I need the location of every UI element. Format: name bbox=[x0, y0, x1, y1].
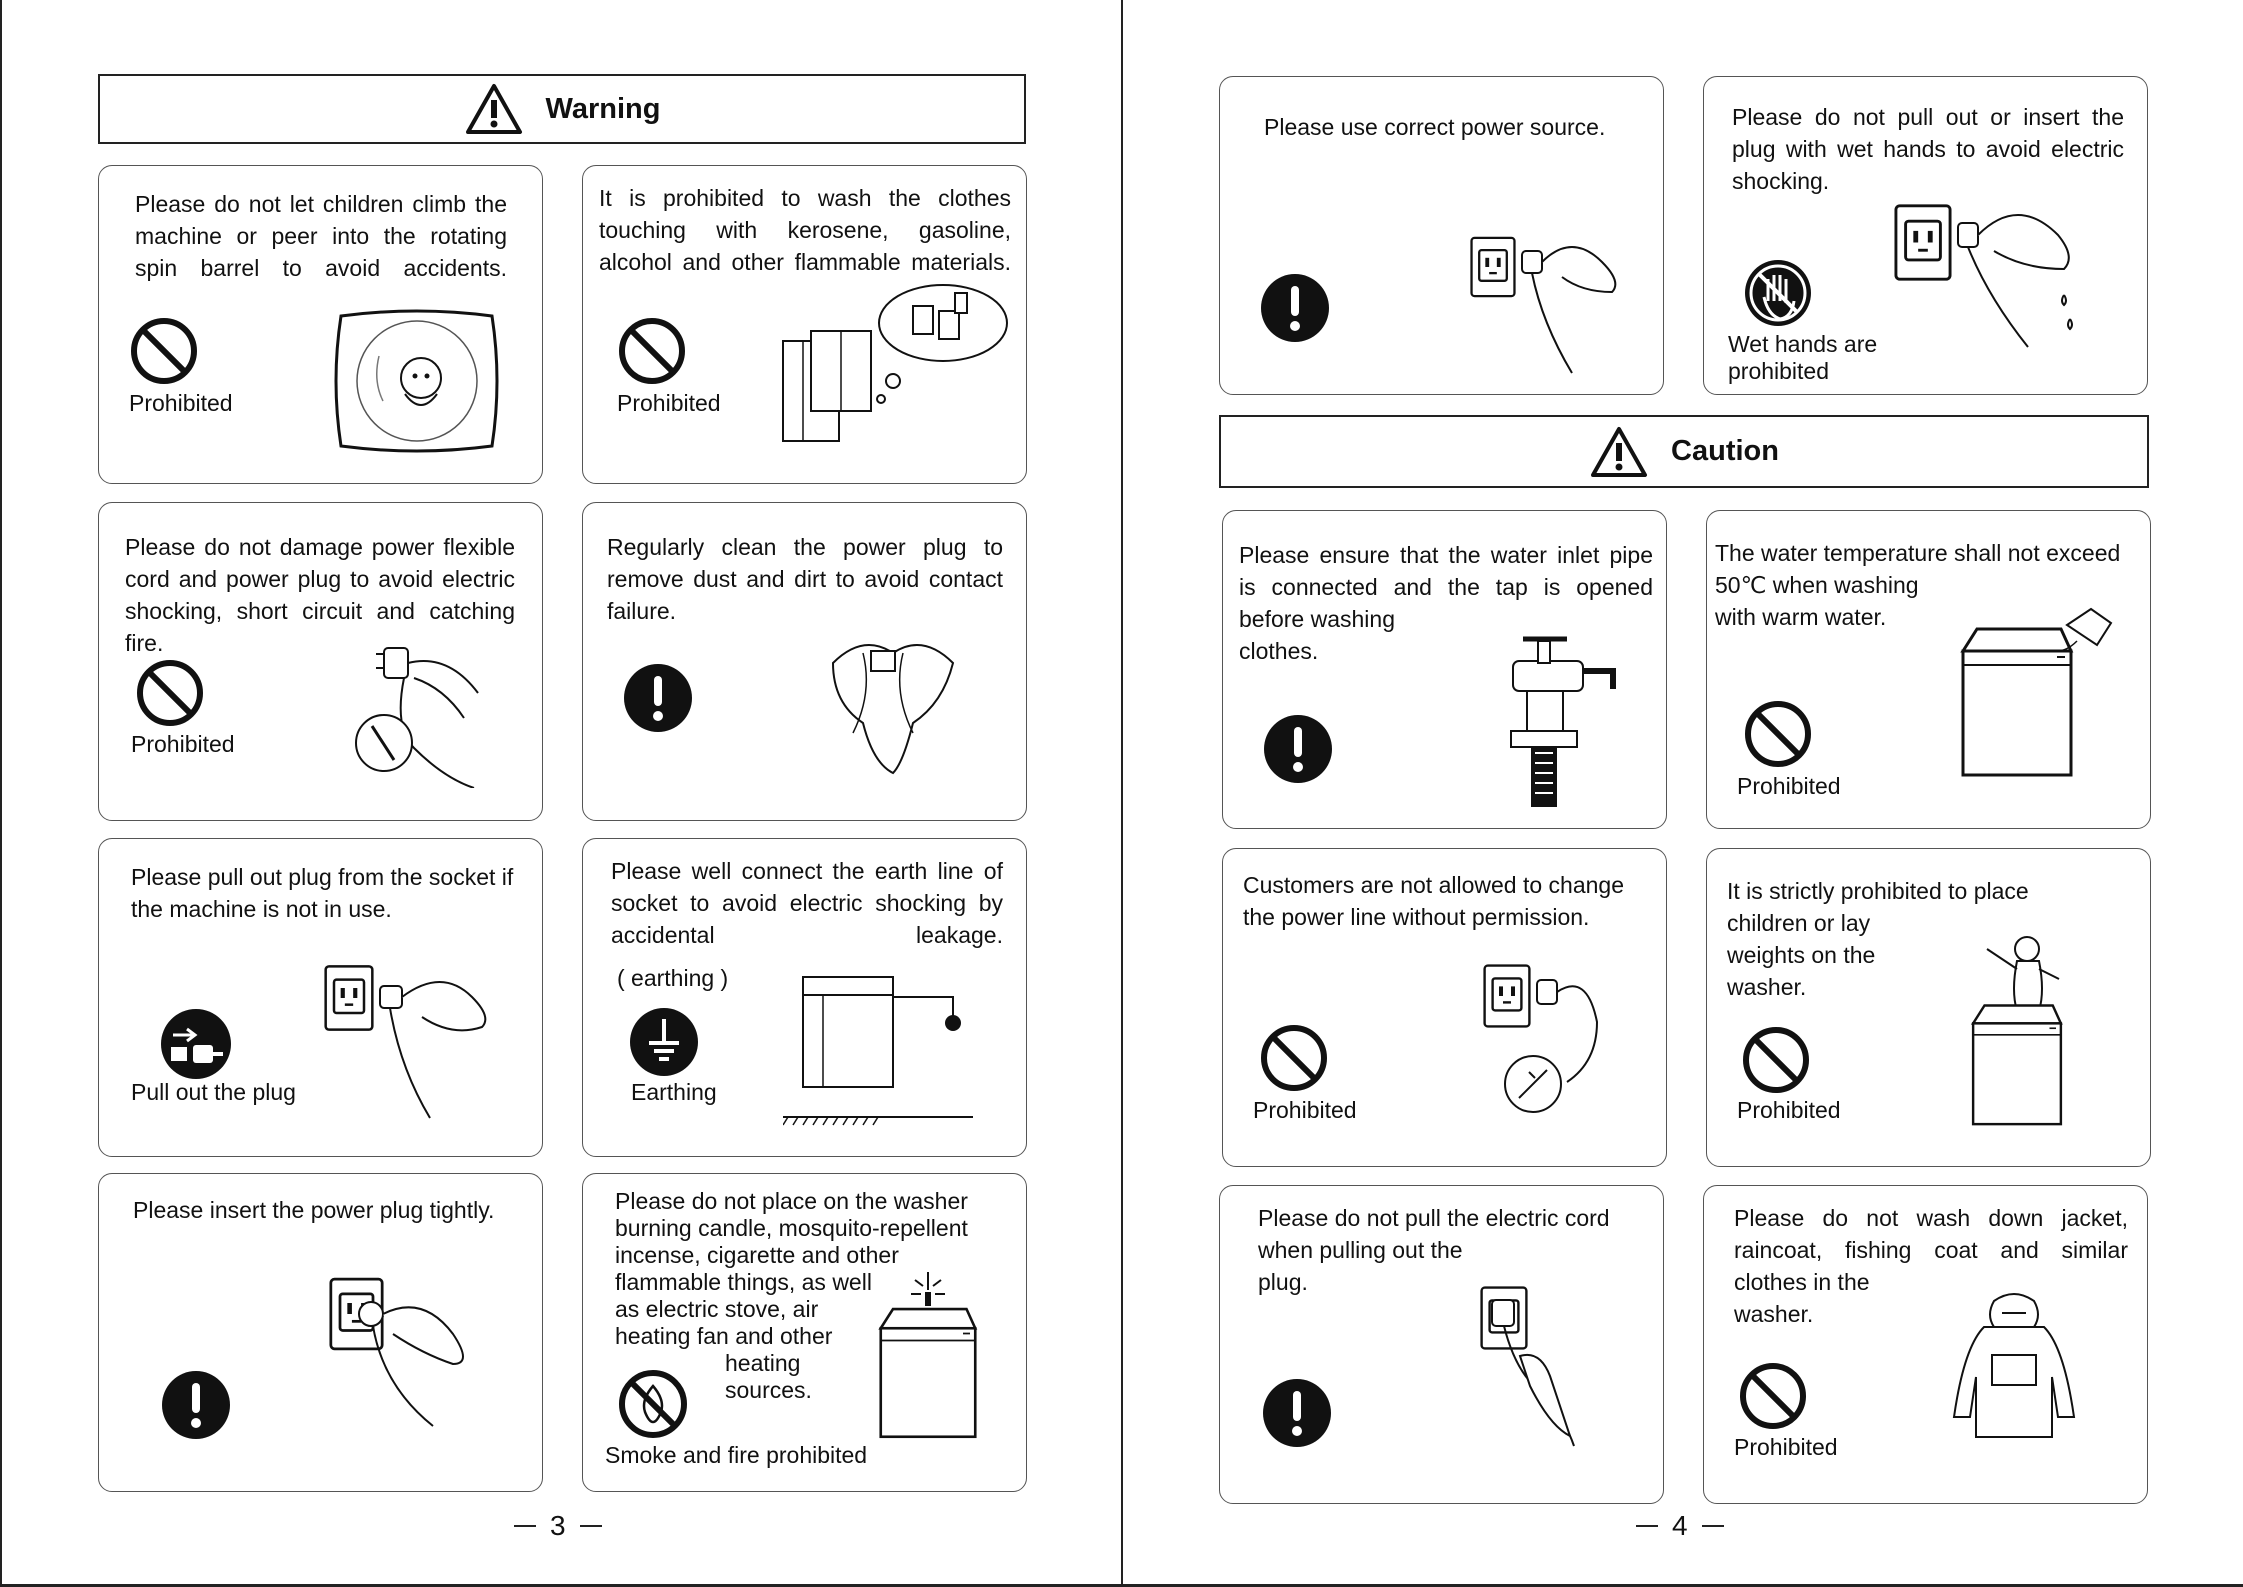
card-label: Smoke and fire prohibited bbox=[605, 1442, 868, 1468]
page-number-dash bbox=[580, 1525, 602, 1527]
text-line: incense, cigarette and other bbox=[615, 1242, 899, 1268]
prohibited-icon bbox=[1741, 1025, 1811, 1095]
mandatory-icon bbox=[161, 1370, 231, 1440]
card-label: Prohibited bbox=[129, 390, 233, 416]
warning-triangle-icon bbox=[1589, 425, 1649, 479]
mandatory-icon bbox=[623, 663, 693, 733]
insert-plug-illustration bbox=[329, 1264, 489, 1434]
prohibited-icon bbox=[617, 316, 687, 386]
card-power-line bbox=[1222, 848, 1667, 1167]
card-text: It is prohibited to wash the clothes touching with kerosene, gasoline, alcohol and other flammable materials. bbox=[599, 185, 1011, 275]
text-line: heating bbox=[725, 1350, 801, 1376]
prohibited-icon bbox=[1743, 699, 1813, 769]
text-line: raincoat, fishing coat and similar bbox=[1734, 1237, 2128, 1263]
damaged-cord-illustration bbox=[354, 638, 494, 788]
washer-candle-illustration bbox=[873, 1266, 1003, 1446]
wet-hands-prohibited-icon bbox=[1742, 257, 1814, 329]
page-number-dash bbox=[1702, 1525, 1724, 1527]
card-label: Prohibited bbox=[1737, 1097, 1841, 1123]
socket-hand-illustration bbox=[324, 954, 504, 1124]
earthed-washer-illustration bbox=[783, 967, 983, 1127]
page-number: 3 bbox=[550, 1510, 566, 1541]
text-line: Please do not pull the electric cord bbox=[1258, 1205, 1610, 1231]
page-left-edge bbox=[0, 0, 2, 1587]
child-on-washer-illustration bbox=[1957, 929, 2107, 1129]
card-flammable-wash bbox=[582, 165, 1027, 484]
text-line: plug. bbox=[1258, 1269, 1308, 1295]
mandatory-icon bbox=[1260, 273, 1330, 343]
caution-header bbox=[1219, 415, 2149, 488]
card-label: Prohibited bbox=[1734, 1434, 1838, 1460]
card-label: Prohibited bbox=[131, 731, 235, 757]
raincoat-illustration bbox=[1944, 1291, 2084, 1441]
card-text: Regularly clean the power plug to remove dust and dirt to avoid contact failure. bbox=[607, 534, 1003, 624]
text-line: when pulling out the bbox=[1258, 1237, 1463, 1263]
no-fire-icon bbox=[617, 1368, 689, 1440]
page-number-left bbox=[514, 1510, 602, 1542]
card-label: Earthing bbox=[631, 1079, 717, 1105]
card-text: Please insert the power plug tightly. bbox=[133, 1197, 495, 1223]
card-text: Please pull out plug from the socket if the machine is not in use. bbox=[131, 864, 514, 922]
text-line: before washing bbox=[1239, 606, 1395, 632]
card-text: Please do not damage power flexible cord and power plug to avoid electric shocking, short circuit and catching fire. bbox=[125, 534, 515, 656]
card-text: Please do not pull out or insert the plug with wet hands to avoid electric shocking. bbox=[1732, 104, 2124, 194]
page-spine bbox=[1121, 0, 1123, 1587]
text-line: Please ensure that the water inlet pipe bbox=[1239, 542, 1653, 568]
pull-cord-illustration bbox=[1480, 1276, 1610, 1456]
card-text: Please do not let children climb the machine or peer into the rotating spin barrel to avoid accidents. bbox=[135, 191, 507, 281]
card-cord-damage bbox=[98, 502, 543, 821]
card-text: Please use correct power source. bbox=[1264, 114, 1606, 140]
text-line: It is strictly prohibited to place bbox=[1727, 878, 2029, 904]
card-children-climb bbox=[98, 165, 543, 484]
wet-hand-socket-illustration bbox=[1894, 195, 2094, 355]
prohibited-icon bbox=[129, 316, 199, 386]
text-line: with warm water. bbox=[1715, 604, 1887, 630]
card-label-line: prohibited bbox=[1728, 358, 1830, 384]
text-line: The water temperature shall not exceed bbox=[1715, 540, 2121, 566]
warning-header bbox=[98, 74, 1026, 144]
text-line: heating fan and other bbox=[615, 1323, 833, 1349]
card-power-source bbox=[1219, 76, 1664, 395]
text-line: Please do not place on the washer bbox=[615, 1188, 968, 1214]
text-line: sources. bbox=[725, 1377, 812, 1403]
text-line: 50℃ when washing bbox=[1715, 572, 1919, 598]
card-no-fire bbox=[582, 1173, 1027, 1492]
earth-icon bbox=[629, 1007, 699, 1077]
warning-title: Warning bbox=[545, 92, 661, 125]
card-label: Prohibited bbox=[1253, 1097, 1357, 1123]
card-clean-plug bbox=[582, 502, 1027, 821]
card-down-jacket bbox=[1703, 1185, 2148, 1504]
card-text: Customers are not allowed to change the power line without permission. bbox=[1243, 872, 1624, 930]
card-subtext: ( earthing ) bbox=[617, 965, 729, 991]
text-line: Please do not wash down jacket, bbox=[1734, 1205, 2128, 1231]
caution-title: Caution bbox=[1671, 435, 1779, 467]
spin-barrel-child-illustration bbox=[329, 306, 504, 456]
warning-triangle-icon bbox=[464, 82, 524, 136]
page-number-dash bbox=[1636, 1525, 1658, 1527]
card-text: Please well connect the earth line of socket to avoid electric shocking by accidental leakage. bbox=[611, 858, 1003, 948]
card-label: Prohibited bbox=[617, 390, 721, 416]
mandatory-icon bbox=[1262, 1378, 1332, 1448]
card-pull-plug bbox=[98, 838, 543, 1157]
card-insert-plug bbox=[98, 1173, 543, 1492]
text-line: washer. bbox=[1727, 974, 1807, 1000]
page-number-dash bbox=[514, 1525, 536, 1527]
text-line: clothes in the bbox=[1734, 1269, 1870, 1295]
text-line: weights on the bbox=[1727, 942, 1876, 968]
text-line: washer. bbox=[1734, 1301, 1814, 1327]
washer-warm-water-illustration bbox=[1957, 601, 2127, 781]
text-line: clothes. bbox=[1239, 638, 1319, 664]
text-line: burning candle, mosquito-repellent bbox=[615, 1215, 968, 1241]
card-water-temperature bbox=[1706, 510, 2151, 829]
card-label: Prohibited bbox=[1737, 773, 1841, 799]
card-inlet-pipe bbox=[1222, 510, 1667, 829]
card-earthing bbox=[582, 838, 1027, 1157]
prohibited-icon bbox=[1738, 1361, 1808, 1431]
text-line: children or lay bbox=[1727, 910, 1871, 936]
unplug-icon bbox=[159, 1007, 233, 1081]
prohibited-icon bbox=[135, 658, 205, 728]
text-line: as electric stove, air bbox=[615, 1296, 819, 1322]
card-children-weights bbox=[1706, 848, 2151, 1167]
mandatory-icon bbox=[1263, 714, 1333, 784]
text-line: is connected and the tap is opened bbox=[1239, 574, 1653, 600]
water-tap-illustration bbox=[1483, 621, 1623, 811]
power-line-socket-illustration bbox=[1483, 954, 1633, 1124]
prohibited-icon bbox=[1259, 1023, 1329, 1093]
card-wet-hands bbox=[1703, 76, 2148, 395]
card-label-line: Wet hands are bbox=[1728, 331, 1878, 357]
flammable-clothes-illustration bbox=[773, 281, 1013, 451]
text-line: flammable things, as well bbox=[615, 1269, 872, 1295]
socket-plug-illustration bbox=[1470, 227, 1630, 377]
card-label: Pull out the plug bbox=[131, 1079, 296, 1105]
page-number: 4 bbox=[1672, 1510, 1688, 1541]
cleaning-plug-illustration bbox=[793, 633, 973, 783]
card-pull-cord bbox=[1219, 1185, 1664, 1504]
page-number-right bbox=[1636, 1510, 1724, 1542]
